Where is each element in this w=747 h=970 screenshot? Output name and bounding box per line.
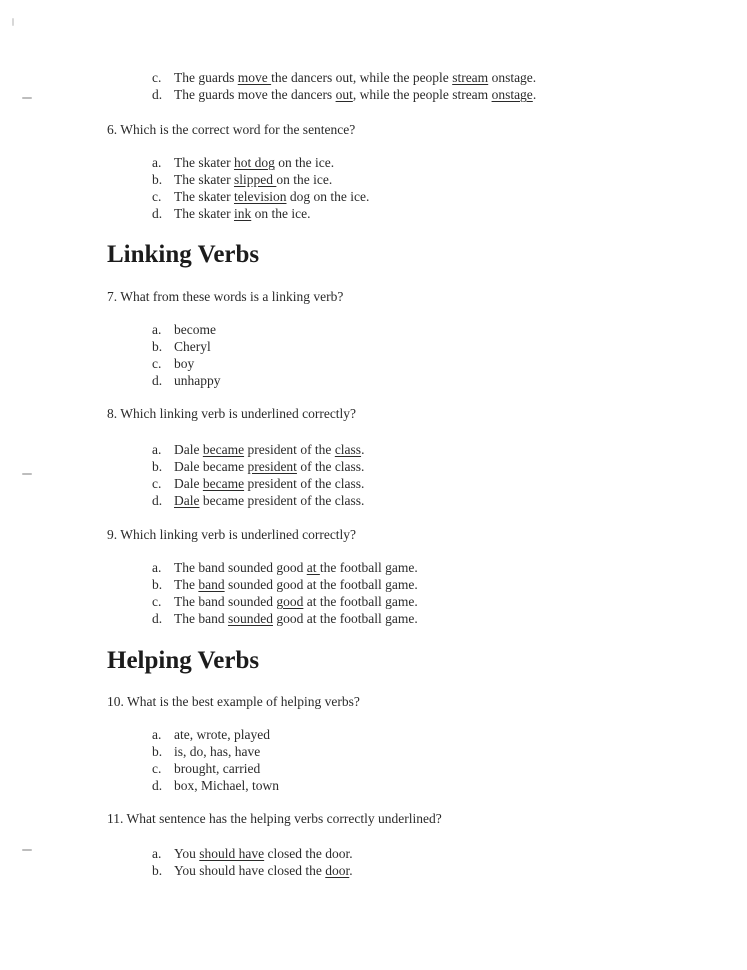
- underlined-word: band: [198, 577, 225, 592]
- question-6: 6. Which is the correct word for the sentence?: [107, 122, 356, 137]
- answer-option: [152, 86, 536, 103]
- underlined-word: Dale: [174, 493, 200, 508]
- option-text: [174, 459, 364, 474]
- option-text-segment: You should have closed the: [174, 863, 326, 878]
- option-letter: d.: [152, 611, 163, 626]
- option-text: [174, 727, 270, 742]
- option-text-segment: You: [174, 846, 200, 861]
- option-text: [174, 189, 369, 204]
- option-letter: a.: [152, 442, 162, 457]
- answer-option: [152, 188, 369, 205]
- answer-option: [152, 777, 279, 794]
- answer-option: [152, 862, 353, 879]
- answer-option: [152, 610, 418, 627]
- option-text: [174, 172, 332, 187]
- question-8-options: [152, 441, 364, 509]
- question-7: 7. What from these words is a linking verb?: [107, 289, 344, 304]
- answer-option: [152, 743, 279, 760]
- underlined-word: stream: [452, 70, 489, 85]
- answer-option: [152, 321, 221, 338]
- option-text-segment: onstage.: [488, 70, 537, 85]
- answer-option: [152, 205, 369, 222]
- option-text-segment: .: [361, 442, 365, 457]
- option-text-segment: the football game.: [319, 560, 418, 575]
- option-text: [174, 493, 364, 508]
- option-text-segment: Cheryl: [174, 339, 211, 354]
- option-text: [174, 87, 536, 102]
- answer-option: [152, 593, 418, 610]
- answer-option: [152, 69, 536, 86]
- option-text-segment: became president of the class.: [199, 493, 365, 508]
- option-letter: b.: [152, 744, 163, 759]
- option-letter: b.: [152, 339, 163, 354]
- answer-option: [152, 338, 221, 355]
- option-text-segment: unhappy: [174, 373, 221, 388]
- option-text-segment: president of the class.: [244, 476, 365, 491]
- option-text: [174, 476, 364, 491]
- option-text: [174, 594, 418, 609]
- answer-option: [152, 726, 279, 743]
- option-letter: c.: [152, 356, 162, 371]
- option-text-segment: dog on the ice.: [286, 189, 370, 204]
- option-text-segment: The band sounded: [174, 594, 277, 609]
- option-letter: d.: [152, 373, 163, 388]
- option-letter: a.: [152, 846, 162, 861]
- option-text: [174, 577, 418, 592]
- option-text: [174, 322, 216, 337]
- question-8: 8. Which linking verb is underlined correctly?: [107, 406, 357, 421]
- question-6-options: [152, 154, 369, 222]
- option-letter: d.: [152, 778, 163, 793]
- underlined-word: became: [202, 476, 245, 491]
- option-text: [174, 155, 334, 170]
- option-text: [174, 373, 221, 388]
- underlined-word: television: [233, 189, 287, 204]
- answer-option: [152, 154, 369, 171]
- option-text: [174, 206, 310, 221]
- option-letter: d.: [152, 493, 163, 508]
- underlined-word: onstage: [491, 87, 533, 102]
- underlined-word: became: [202, 442, 245, 457]
- option-text: [174, 744, 260, 759]
- option-letter: b.: [152, 459, 163, 474]
- option-text-segment: of the class.: [296, 459, 365, 474]
- question-11: 11. What sentence has the helping verbs correctly underlined?: [107, 811, 442, 826]
- option-text-segment: become: [174, 322, 216, 337]
- question-5-options: [152, 69, 536, 103]
- option-text: [174, 70, 536, 85]
- option-letter: d.: [152, 206, 163, 221]
- option-letter: d.: [152, 87, 163, 102]
- underlined-word: sounded: [227, 611, 273, 626]
- underlined-word: out: [335, 87, 353, 102]
- option-text-segment: ate, wrote, played: [174, 727, 270, 742]
- option-text: [174, 356, 194, 371]
- option-text-segment: at the football game.: [303, 594, 418, 609]
- option-text-segment: good at the football game.: [272, 611, 418, 626]
- option-text-segment: Dale became: [174, 459, 248, 474]
- scan-mark: [12, 18, 14, 26]
- option-text-segment: Dale: [174, 442, 203, 457]
- option-text-segment: The band sounded good: [174, 560, 307, 575]
- option-letter: c.: [152, 594, 162, 609]
- option-text-segment: The band: [174, 611, 228, 626]
- underlined-word: ink: [233, 206, 252, 221]
- underlined-word: at: [306, 560, 320, 575]
- underlined-word: door: [325, 863, 350, 878]
- option-text: [174, 442, 364, 457]
- option-text: [174, 778, 279, 793]
- option-text-segment: The guards move the dancers: [174, 87, 336, 102]
- option-text-segment: brought, carried: [174, 761, 261, 776]
- section-heading-helping-verbs: Helping Verbs: [107, 647, 260, 674]
- option-text-segment: on the ice.: [274, 155, 335, 170]
- option-letter: a.: [152, 155, 162, 170]
- question-11-options: [152, 845, 353, 879]
- answer-option: [152, 372, 221, 389]
- option-letter: a.: [152, 322, 162, 337]
- option-text: [174, 611, 418, 626]
- answer-option: [152, 475, 364, 492]
- option-text-segment: the dancers out, while the people: [271, 70, 453, 85]
- answer-option: [152, 441, 364, 458]
- option-text: [174, 339, 211, 354]
- option-letter: c.: [152, 476, 162, 491]
- option-text-segment: The skater: [174, 206, 234, 221]
- underlined-word: good: [276, 594, 304, 609]
- answer-option: [152, 492, 364, 509]
- option-letter: a.: [152, 560, 162, 575]
- answer-option: [152, 458, 364, 475]
- option-text: [174, 560, 418, 575]
- option-text-segment: Dale: [174, 476, 203, 491]
- option-text-segment: on the ice.: [251, 206, 311, 221]
- underlined-word: hot dog: [233, 155, 275, 170]
- option-text-segment: The skater: [174, 155, 234, 170]
- underlined-word: president: [247, 459, 297, 474]
- section-heading-linking-verbs: Linking Verbs: [107, 241, 260, 268]
- option-letter: c.: [152, 70, 162, 85]
- option-letter: b.: [152, 863, 163, 878]
- option-text-segment: sounded good at the football game.: [224, 577, 418, 592]
- underlined-word: class: [334, 442, 362, 457]
- answer-option: [152, 576, 418, 593]
- option-text-segment: president of the: [244, 442, 335, 457]
- option-text-segment: box, Michael, town: [174, 778, 279, 793]
- option-text-segment: boy: [174, 356, 195, 371]
- option-letter: c.: [152, 189, 162, 204]
- answer-option: [152, 559, 418, 576]
- option-text-segment: on the ice.: [276, 172, 333, 187]
- option-text-segment: The guards: [174, 70, 238, 85]
- option-text-segment: closed the door.: [264, 846, 353, 861]
- answer-option: [152, 171, 369, 188]
- option-letter: b.: [152, 577, 163, 592]
- question-9: 9. Which linking verb is underlined correctly?: [107, 527, 357, 542]
- hole-punch-mark: [22, 473, 32, 475]
- option-letter: b.: [152, 172, 163, 187]
- hole-punch-mark: [22, 97, 32, 99]
- option-text: [174, 846, 353, 861]
- question-10-options: [152, 726, 279, 794]
- option-text-segment: .: [349, 863, 353, 878]
- option-text-segment: , while the people stream: [352, 87, 492, 102]
- answer-option: [152, 760, 279, 777]
- option-letter: c.: [152, 761, 162, 776]
- answer-option: [152, 845, 353, 862]
- option-text: [174, 761, 260, 776]
- question-9-options: [152, 559, 418, 627]
- option-text: [174, 863, 353, 878]
- underlined-word: should have: [199, 846, 265, 861]
- option-text-segment: The: [174, 577, 199, 592]
- answer-option: [152, 355, 221, 372]
- question-10: 10. What is the best example of helping verbs?: [107, 694, 360, 709]
- option-text-segment: The skater: [174, 189, 234, 204]
- option-text-segment: is, do, has, have: [174, 744, 261, 759]
- underlined-word: move: [237, 70, 272, 85]
- option-text-segment: .: [532, 87, 537, 102]
- question-7-options: [152, 321, 221, 389]
- underlined-word: slipped: [233, 172, 277, 187]
- option-letter: a.: [152, 727, 162, 742]
- option-text-segment: The skater: [174, 172, 234, 187]
- hole-punch-mark: [22, 849, 32, 851]
